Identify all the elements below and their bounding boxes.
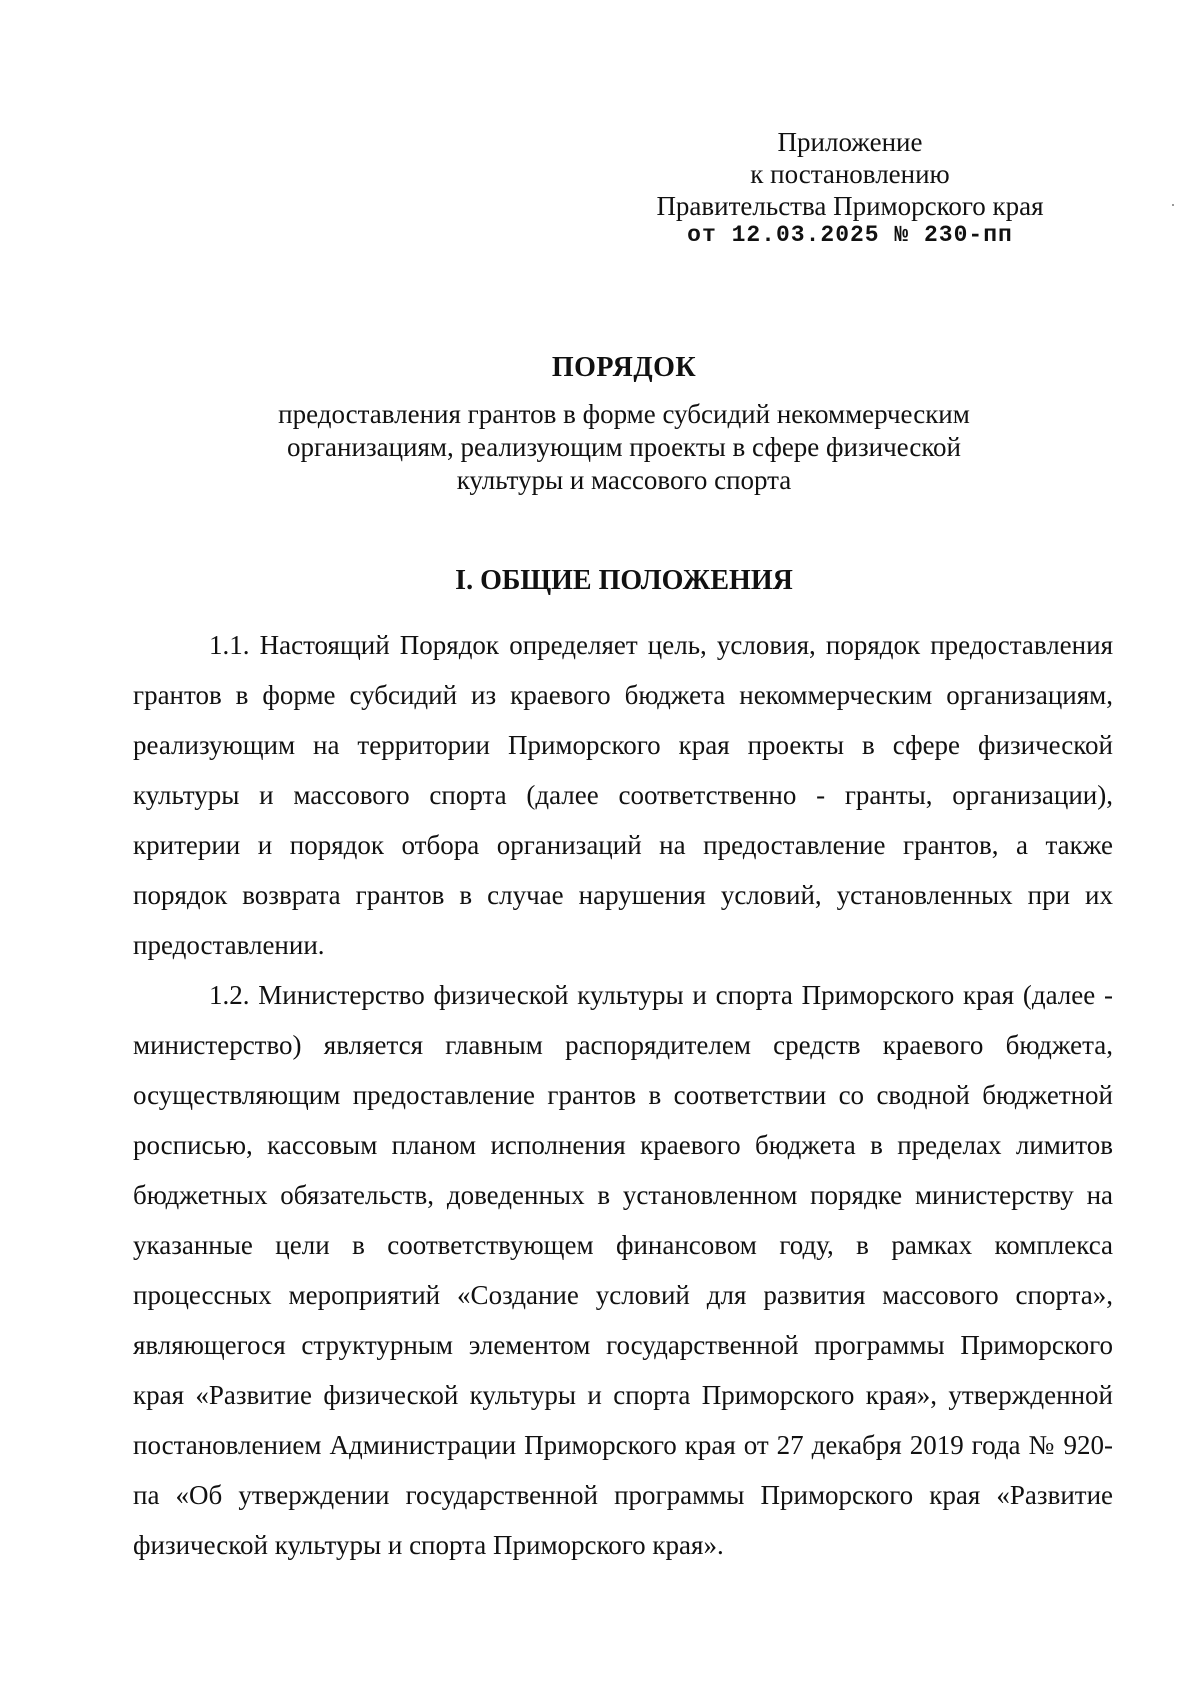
subtitle-line-2: организациям, реализующим проекты в сфере физической — [286, 432, 962, 462]
paragraph-1-1: 1.1. Настоящий Порядок определяет цель, условия, порядок предоставления грантов в форме субсидий из краевого бюджета некоммерческим организациям, реализующим на территории Приморского края проекты в сфере физической культуры и массового спорта (далее соответственно - гранты, организации), критерии и порядок отбора организаций на предоставление грантов, а также порядок возврата грантов в случае нарушения условий, установленных при их предоставлении. — [133, 630, 1113, 960]
appendix-line-1: Приложение — [777, 127, 923, 157]
paragraph-1-2: 1.2. Министерство физической культуры и спорта Приморского края (далее - министерство) является главным распорядителем средств краевого бюджета, осуществляющим предоставление грантов в соответствии со сводной бюджетной росписью, кассовым планом исполнения краевого бюджета в пределах лимитов бюджетных обязательств, доведенных в установленном порядке министерству на указанные цели в соответствующем финансовом году, в рамках комплекса процессных мероприятий «Создание условий для развития массового спорта», являющегося структурным элементом государственной программы Приморского края «Развитие физической культуры и спорта Приморского края», утвержденной постановлением Администрации Приморского края от 27 декабря 2019 года № 920-па «Об утверждении государственной программы Приморского края «Развитие физической культуры и спорта Приморского края». — [133, 980, 1113, 1560]
appendix-block — [640, 126, 1060, 248]
document-subtitle — [240, 398, 1008, 497]
appendix-date-number: от 12.03.2025 № 230-пп — [687, 222, 1013, 248]
document-body — [133, 620, 1113, 1570]
subtitle-line-1: предоставления грантов в форме субсидий некоммерческим — [278, 399, 970, 429]
subtitle-line-3: культуры и массового спорта — [456, 465, 792, 495]
section-heading: I. ОБЩИЕ ПОЛОЖЕНИЯ — [455, 565, 793, 596]
document-title: ПОРЯДОК — [551, 352, 697, 383]
appendix-line-3: Правительства Приморского края — [656, 191, 1044, 221]
scan-speck — [1172, 204, 1174, 206]
appendix-line-2: к постановлению — [750, 159, 950, 189]
